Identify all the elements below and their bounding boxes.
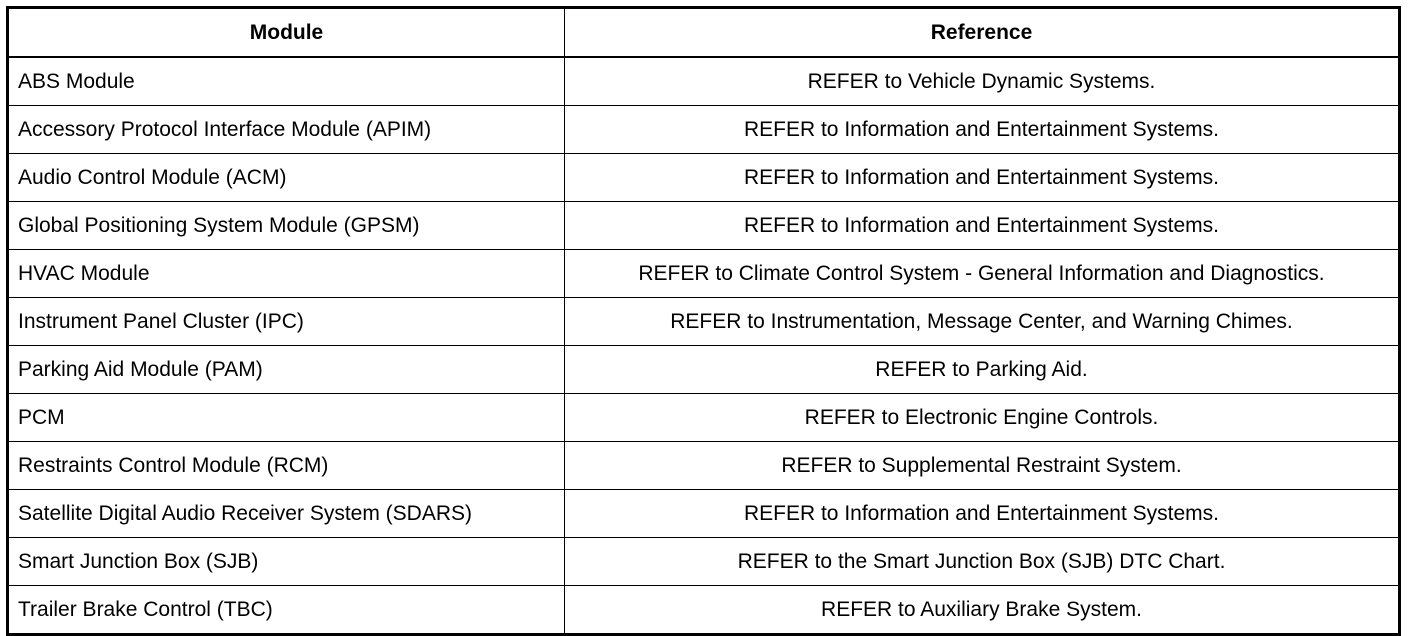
table-row [8,442,1400,490]
module-cell: PCM [8,394,565,442]
reference-cell: REFER to Information and Entertainment Systems. [565,490,1400,538]
table-row [8,250,1400,298]
reference-cell: REFER to Information and Entertainment Systems. [565,202,1400,250]
module-cell: Satellite Digital Audio Receiver System (SDARS) [8,490,565,538]
table-row [8,154,1400,202]
table-header-row [8,8,1400,58]
reference-cell: REFER to Supplemental Restraint System. [565,442,1400,490]
module-cell: Instrument Panel Cluster (IPC) [8,298,565,346]
module-cell: Global Positioning System Module (GPSM) [8,202,565,250]
reference-cell: REFER to Electronic Engine Controls. [565,394,1400,442]
column-header-reference: Reference [565,8,1400,58]
module-cell: Audio Control Module (ACM) [8,154,565,202]
reference-cell: REFER to Information and Entertainment Systems. [565,106,1400,154]
module-cell: Accessory Protocol Interface Module (APIM) [8,106,565,154]
reference-cell: REFER to Information and Entertainment Systems. [565,154,1400,202]
table-row [8,106,1400,154]
module-cell: HVAC Module [8,250,565,298]
reference-cell: REFER to the Smart Junction Box (SJB) DTC Chart. [565,538,1400,586]
table-row [8,586,1400,635]
module-cell: Trailer Brake Control (TBC) [8,586,565,635]
module-cell: ABS Module [8,57,565,106]
module-cell: Parking Aid Module (PAM) [8,346,565,394]
table-row [8,346,1400,394]
table-row [8,202,1400,250]
reference-cell: REFER to Instrumentation, Message Center, and Warning Chimes. [565,298,1400,346]
table-row [8,538,1400,586]
table-row [8,394,1400,442]
module-cell: Restraints Control Module (RCM) [8,442,565,490]
table-row [8,490,1400,538]
table-row [8,57,1400,106]
column-header-module: Module [8,8,565,58]
reference-cell: REFER to Auxiliary Brake System. [565,586,1400,635]
reference-cell: REFER to Vehicle Dynamic Systems. [565,57,1400,106]
table-body [8,57,1400,635]
reference-cell: REFER to Climate Control System - General Information and Diagnostics. [565,250,1400,298]
table-row [8,298,1400,346]
reference-cell: REFER to Parking Aid. [565,346,1400,394]
module-cell: Smart Junction Box (SJB) [8,538,565,586]
module-reference-table [6,6,1401,636]
